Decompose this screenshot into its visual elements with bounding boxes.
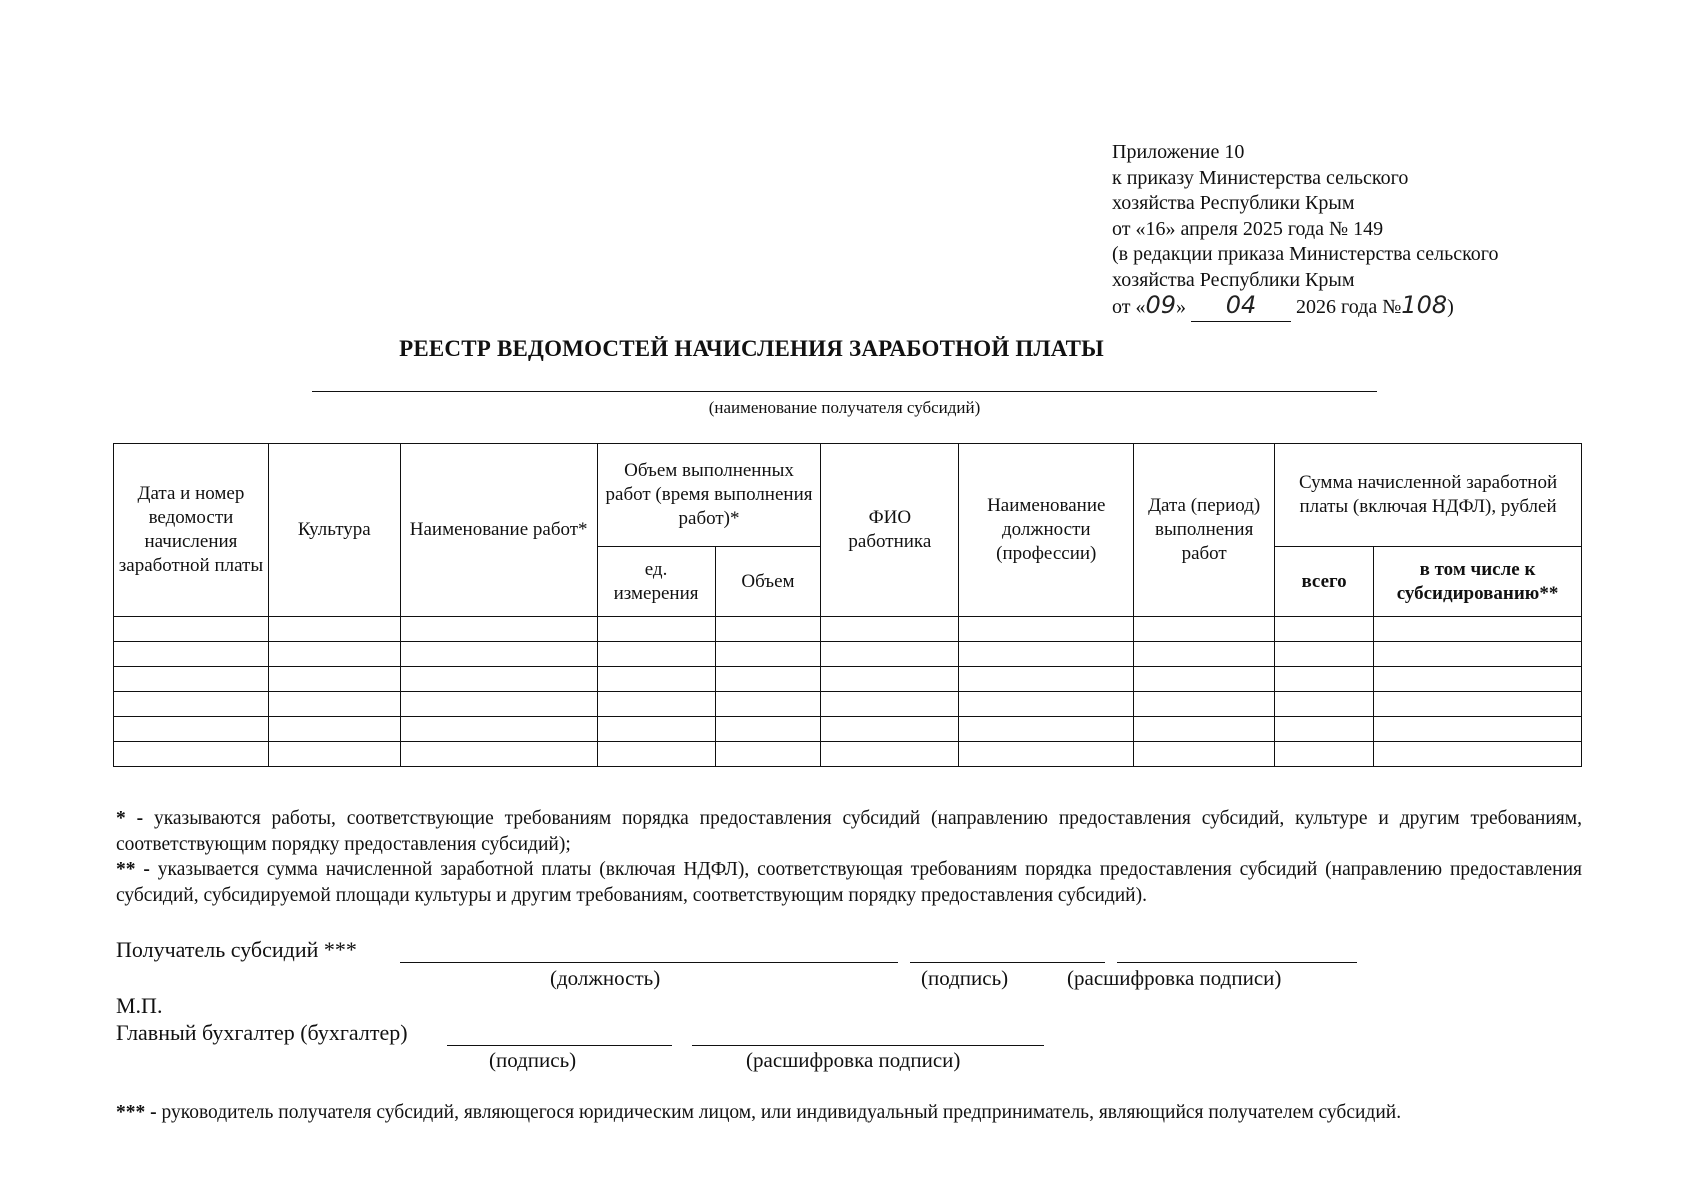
caption-signature: (подпись)	[921, 966, 1009, 990]
footnote-3-text: руководитель получателя субсидий, являющегося юридическим лицом, или индивидуальный предприниматель, являющийся получателем субсидий.	[156, 1102, 1402, 1123]
header-period: Дата (период) выполнения работ	[1134, 444, 1275, 617]
appendix-line: от «16» апреля 2025 года № 149	[1112, 217, 1384, 240]
appendix-date-line	[1112, 293, 1499, 322]
handwritten-month: 04	[1225, 291, 1257, 319]
date-suffix: )	[1447, 296, 1454, 318]
table-row	[114, 717, 1582, 742]
table-row	[114, 692, 1582, 717]
header-volume-group: Объем выполненных работ (время выполнения работ)*	[597, 444, 821, 547]
caption-position: (должность)	[550, 966, 661, 990]
header-culture: Культура	[268, 444, 400, 617]
header-subsidy: в том числе к субсидированию**	[1374, 547, 1582, 617]
appendix-line: хозяйства Республики Крым	[1112, 192, 1355, 214]
footnote-2-text: указывается сумма начисленной заработной платы (включая НДФЛ), соответствующая требованиям порядка предоставления субсидий (направлению предоставления субсидий, субсидируемой площади культуры и другим требованиям, соответствующим порядку предоставления субсидий).	[116, 859, 1582, 906]
caption-decoding-2: (расшифровка подписи)	[746, 1048, 961, 1072]
position-line	[400, 962, 898, 963]
stamp-label: М.П.	[116, 993, 163, 1018]
accountant-signature-line	[447, 1045, 672, 1046]
appendix-block	[1112, 140, 1499, 322]
header-fio: ФИО работника	[821, 444, 959, 617]
signature-line	[910, 962, 1105, 963]
date-prefix: от «	[1112, 296, 1146, 318]
appendix-line: (в редакции приказа Министерства сельского	[1112, 243, 1499, 265]
recipient-name-line	[312, 391, 1377, 392]
caption-signature-2: (подпись)	[489, 1048, 577, 1072]
register-table	[113, 443, 1582, 767]
handwritten-day: 09	[1145, 291, 1177, 319]
accountant-label: Главный бухгалтер (бухгалтер)	[116, 1020, 408, 1045]
header-date: Дата и номер ведомости начисления заработной платы	[114, 444, 269, 617]
footnote-3	[116, 1102, 1401, 1124]
footnote-2	[116, 857, 1582, 908]
decoding-line	[1117, 962, 1357, 963]
month-field	[1191, 293, 1291, 322]
accountant-decoding-line	[692, 1045, 1044, 1046]
table-row	[114, 667, 1582, 692]
footnote-1-mark: * -	[116, 808, 144, 829]
header-volume: Объем	[715, 547, 821, 617]
table-row	[114, 617, 1582, 642]
page-title-text: РЕЕСТР ВЕДОМОСТЕЙ НАЧИСЛЕНИЯ ЗАРАБОТНОЙ ПЛАТЫ	[399, 336, 1104, 361]
header-position: Наименование должности (профессии)	[959, 444, 1134, 617]
handwritten-number: 108	[1401, 291, 1448, 319]
appendix-line: хозяйства Республики Крым	[1112, 268, 1355, 291]
footnotes	[116, 806, 1582, 908]
recipient-label: Получатель субсидий ***	[116, 937, 357, 962]
appendix-line: Приложение 10	[1112, 141, 1245, 163]
appendix-line: к приказу Министерства сельского	[1112, 166, 1409, 189]
footnote-1-text: указываются работы, соответствующие требованиям порядка предоставления субсидий (направлению предоставления субсидий, культуре и другим требованиям, соответствующим порядку предоставления субсидий);	[116, 808, 1582, 855]
footnote-1	[116, 806, 1582, 857]
header-sum-group: Сумма начисленной заработной платы (включая НДФЛ), рублей	[1275, 444, 1582, 547]
date-quote: »	[1176, 296, 1187, 318]
header-unit: ед. измерения	[597, 547, 715, 617]
caption-decoding: (расшифровка подписи)	[1067, 966, 1282, 990]
recipient-caption: (наименование получателя субсидий)	[708, 398, 981, 417]
footnote-3-mark: *** -	[116, 1102, 157, 1123]
header-work-name: Наименование работ*	[400, 444, 597, 617]
page-title	[0, 336, 1703, 362]
table-row	[114, 742, 1582, 767]
header-total: всего	[1275, 547, 1374, 617]
table-row	[114, 642, 1582, 667]
footnote-2-mark: ** -	[116, 859, 150, 880]
date-year: 2026 года №	[1296, 296, 1402, 318]
